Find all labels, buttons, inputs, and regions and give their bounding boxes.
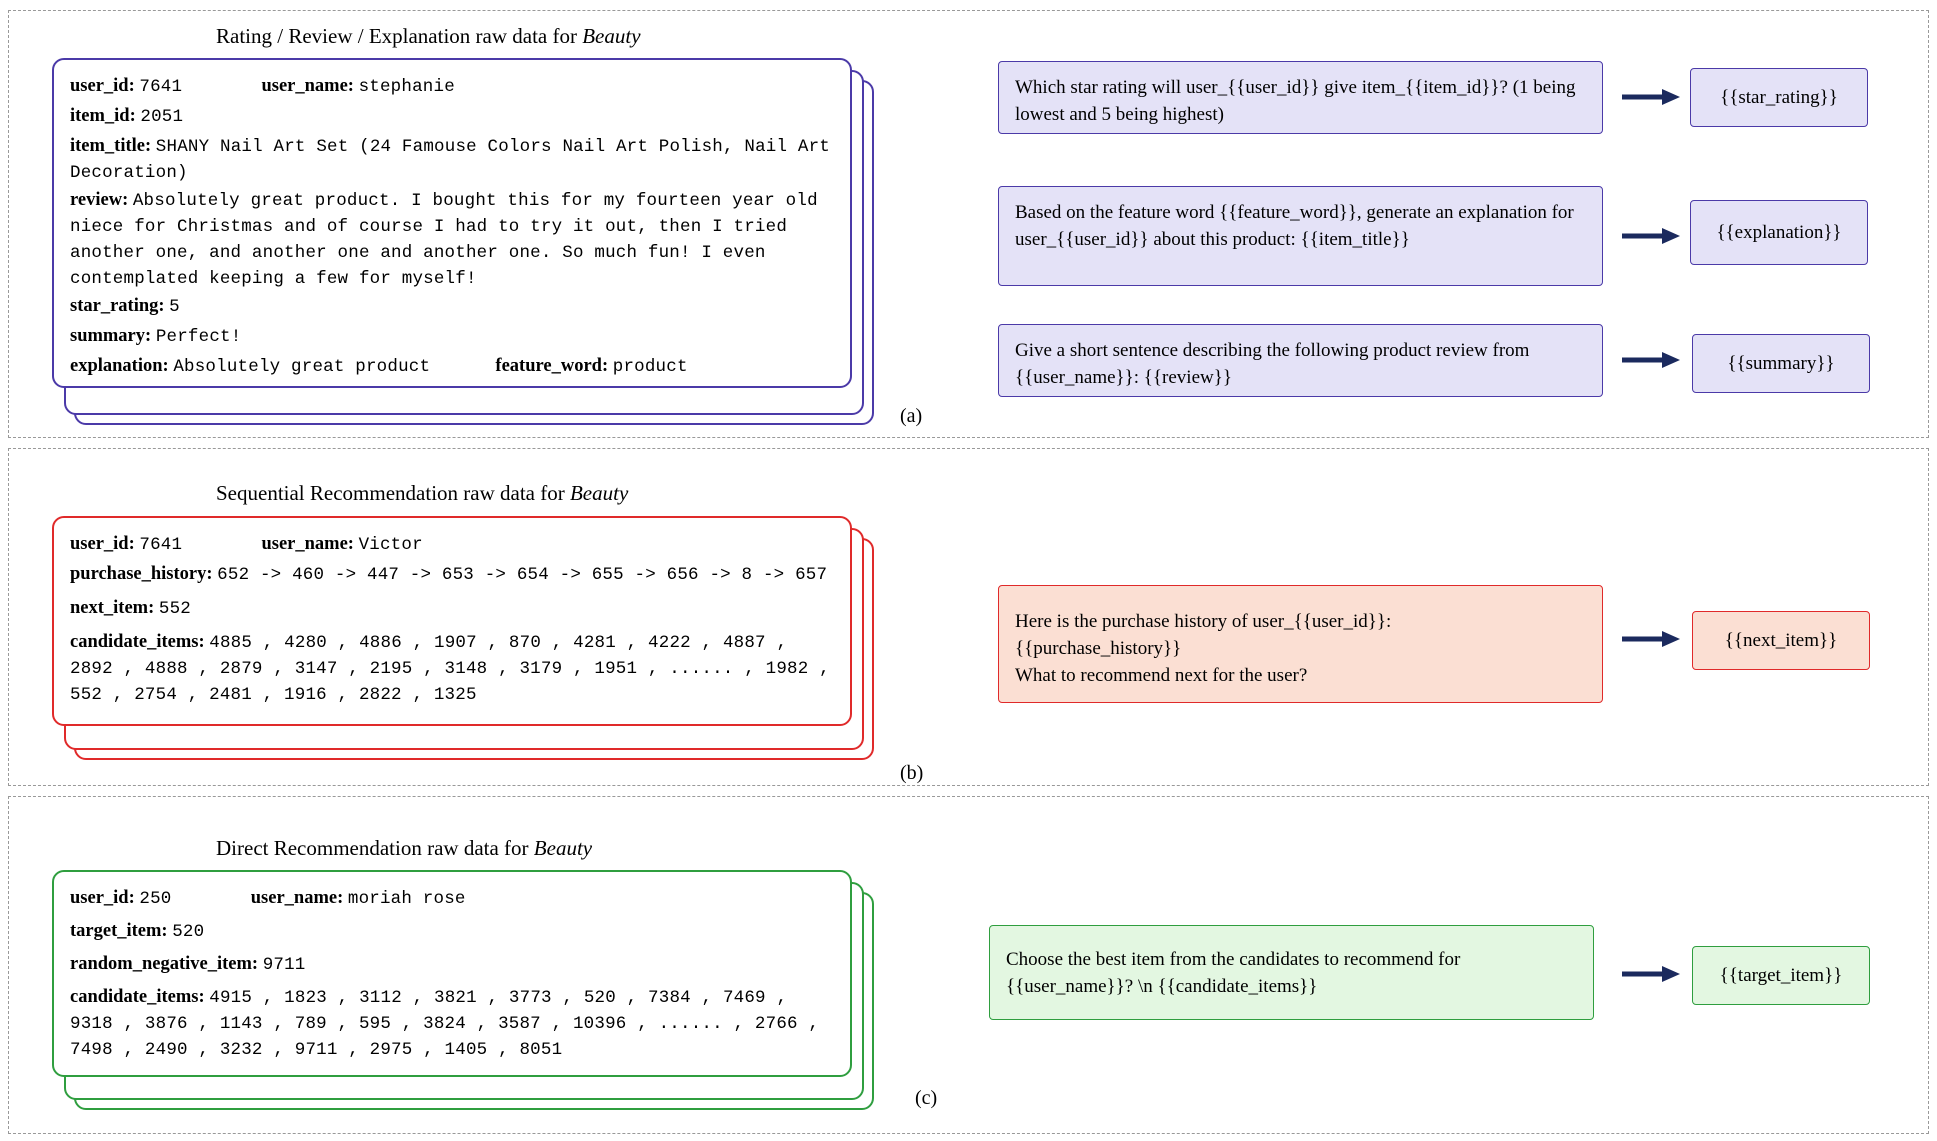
key-summary: summary xyxy=(70,326,146,346)
key-next-item: next_item xyxy=(70,598,149,618)
section-a-title-dataset: Beauty xyxy=(582,24,641,48)
data-card-c xyxy=(52,870,852,1077)
key-target-item: target_item xyxy=(70,921,162,941)
field-candidate-items: candidate_items: 4915 , 1823 , 3112 , 3821 , 3773 , 520 , 7384 , 7469 , 9318 , 3876 , 1143 , 789 , 595 , 3824 , 3587 , 10396 , ...... , 2766 , 7498 , 2490 , 3232 , 9711 , 2975 , 1405 , 8051 xyxy=(70,987,820,1060)
value-review: Absolutely great product. I bought this for my fourteen year old niece for Christmas and of course I had to try it out, then I tried another one, and another one and another one. So much fun! I even contemplated keeping a few for myself! xyxy=(70,191,818,289)
caption-a: (a) xyxy=(900,405,923,427)
key-candidate-items: candidate_items xyxy=(70,632,199,652)
prompt-line-2: {{purchase_history}} xyxy=(1015,638,1182,659)
field-explanation: explanation: Absolutely great product feature_word: product xyxy=(70,356,688,377)
section-c-title xyxy=(216,836,592,861)
key-user-id: user_id xyxy=(70,888,129,908)
key-user-id: user_id xyxy=(70,534,129,554)
key-purchase-history: purchase_history xyxy=(70,564,207,584)
field-star-rating: star_rating: 5 xyxy=(70,296,180,317)
target-box-target-item: {{target_item}} xyxy=(1692,946,1870,1005)
prompt-line-1: Here is the purchase history of user_{{user_id}}: xyxy=(1015,611,1392,632)
field-user: user_id: 7641 user_name: Victor xyxy=(70,534,423,555)
section-a-title xyxy=(216,24,641,49)
section-c-title-dataset: Beauty xyxy=(533,836,593,860)
value-user-name: Victor xyxy=(358,535,423,555)
key-random-negative-item: random_negative_item xyxy=(70,954,252,974)
value-user-id: 250 xyxy=(139,889,172,909)
key-candidate-items: candidate_items xyxy=(70,987,199,1007)
value-explanation: Absolutely great product xyxy=(173,357,431,377)
prompt-line-1: Choose the best item from the candidates to recommend for xyxy=(1006,949,1461,970)
section-b-title-dataset: Beauty xyxy=(569,481,629,505)
value-candidate-items: 4915 , 1823 , 3112 , 3821 , 3773 , 520 , 7384 , 7469 , 9318 , 3876 , 1143 , 789 , 595 , 3824 , 3587 , 10396 , ...... , 2766 , 7498 , 2490 , 3232 , 9711 , 2975 , 1405 , 8051 xyxy=(70,988,820,1060)
field-item-title: item_title: SHANY Nail Art Set (24 Famouse Colors Nail Art Polish, Nail Art Decoration) xyxy=(70,136,831,183)
value-summary: Perfect! xyxy=(155,327,242,347)
key-star-rating: star_rating xyxy=(70,296,159,316)
field-target-item: target_item: 520 xyxy=(70,921,205,942)
field-purchase-history: purchase_history: 652 -> 460 -> 447 -> 653 -> 654 -> 655 -> 656 -> 8 -> 657 xyxy=(70,564,828,585)
arrow-icon-summary xyxy=(1622,351,1680,369)
prompt-box-target-item xyxy=(989,925,1594,1020)
value-item-title: SHANY Nail Art Set (24 Famouse Colors Nail Art Polish, Nail Art Decoration) xyxy=(70,137,831,183)
field-user: user_id: 250 user_name: moriah rose xyxy=(70,888,466,909)
prompt-line-2: {{user_name}}? \n {{candidate_items}} xyxy=(1006,976,1318,997)
field-candidate-items: candidate_items: 4885 , 4280 , 4886 , 1907 , 870 , 4281 , 4222 , 4887 , 2892 , 4888 , 2879 , 3147 , 2195 , 3148 , 3179 , 1951 , ...... , 1982 , 552 , 2754 , 2481 , 1916 , 2822 , 1325 xyxy=(70,632,830,705)
target-box-summary: {{summary}} xyxy=(1692,334,1870,393)
field-random-negative-item: random_negative_item: 9711 xyxy=(70,954,306,975)
section-c-title-prefix: Direct Recommendation raw data for xyxy=(216,836,534,860)
key-user-name: user_name xyxy=(261,534,348,554)
value-feature-word: product xyxy=(612,357,688,377)
arrow-icon-target-item xyxy=(1622,965,1680,983)
data-card-a xyxy=(52,58,852,388)
field-item-id: item_id: 2051 xyxy=(70,106,184,127)
field-review: review: Absolutely great product. I bought this for my fourteen year old niece for Christmas and of course I had to try it out, then I tried another one, and another one and another one. So much fun! I even contemplated keeping a few for myself! xyxy=(70,190,818,289)
key-review: review xyxy=(70,190,123,210)
value-purchase-history: 652 -> 460 -> 447 -> 653 -> 654 -> 655 -> 656 -> 8 -> 657 xyxy=(217,565,828,585)
section-a-title-prefix: Rating / Review / Explanation raw data for xyxy=(216,24,583,48)
prompt-box-explanation: Based on the feature word {{feature_word}}, generate an explanation for user_{{user_id}} about this product: {{item_title}} xyxy=(998,186,1603,286)
prompt-box-rating: Which star rating will user_{{user_id}} give item_{{item_id}}? (1 being lowest and 5 being highest) xyxy=(998,61,1603,134)
prompt-box-summary: Give a short sentence describing the following product review from {{user_name}}: {{review}} xyxy=(998,324,1603,397)
section-b-title-prefix: Sequential Recommendation raw data for xyxy=(216,481,570,505)
key-item-title: item_title xyxy=(70,136,145,156)
value-random-negative-item: 9711 xyxy=(262,955,306,975)
value-target-item: 520 xyxy=(172,922,205,942)
field-user: user_id: 7641 user_name: stephanie xyxy=(70,76,455,97)
key-user-name: user_name xyxy=(261,76,348,96)
data-card-b xyxy=(52,516,852,726)
arrow-icon-next-item xyxy=(1622,630,1680,648)
target-box-explanation: {{explanation}} xyxy=(1690,200,1868,265)
value-candidate-items: 4885 , 4280 , 4886 , 1907 , 870 , 4281 , 4222 , 4887 , 2892 , 4888 , 2879 , 3147 , 2195 , 3148 , 3179 , 1951 , ...... , 1982 , 552 , 2754 , 2481 , 1916 , 2822 , 1325 xyxy=(70,633,830,705)
prompt-line-3: What to recommend next for the user? xyxy=(1015,665,1308,686)
section-b-title xyxy=(216,481,628,506)
key-user-name: user_name xyxy=(250,888,338,908)
value-item-id: 2051 xyxy=(140,107,184,127)
field-next-item: next_item: 552 xyxy=(70,598,191,619)
caption-b: (b) xyxy=(900,762,924,784)
data-card-stack-a xyxy=(52,58,882,428)
value-user-id: 7641 xyxy=(139,535,183,555)
caption-c: (c) xyxy=(915,1087,938,1109)
target-box-next-item: {{next_item}} xyxy=(1692,611,1870,670)
data-card-stack-c xyxy=(52,870,882,1125)
key-user-id: user_id xyxy=(70,76,129,96)
target-box-star-rating: {{star_rating}} xyxy=(1690,68,1868,127)
arrow-icon-explanation xyxy=(1622,227,1680,245)
field-summary: summary: Perfect! xyxy=(70,326,242,347)
key-explanation: explanation xyxy=(70,356,163,376)
value-user-name: stephanie xyxy=(358,77,455,97)
key-item-id: item_id xyxy=(70,106,130,126)
value-next-item: 552 xyxy=(158,599,191,619)
value-user-name: moriah rose xyxy=(347,889,466,909)
arrow-icon-rating xyxy=(1622,88,1680,106)
key-feature-word: feature_word xyxy=(495,356,602,376)
data-card-stack-b xyxy=(52,516,882,776)
value-user-id: 7641 xyxy=(139,77,183,97)
prompt-box-next-item xyxy=(998,585,1603,703)
value-star-rating: 5 xyxy=(169,297,180,317)
